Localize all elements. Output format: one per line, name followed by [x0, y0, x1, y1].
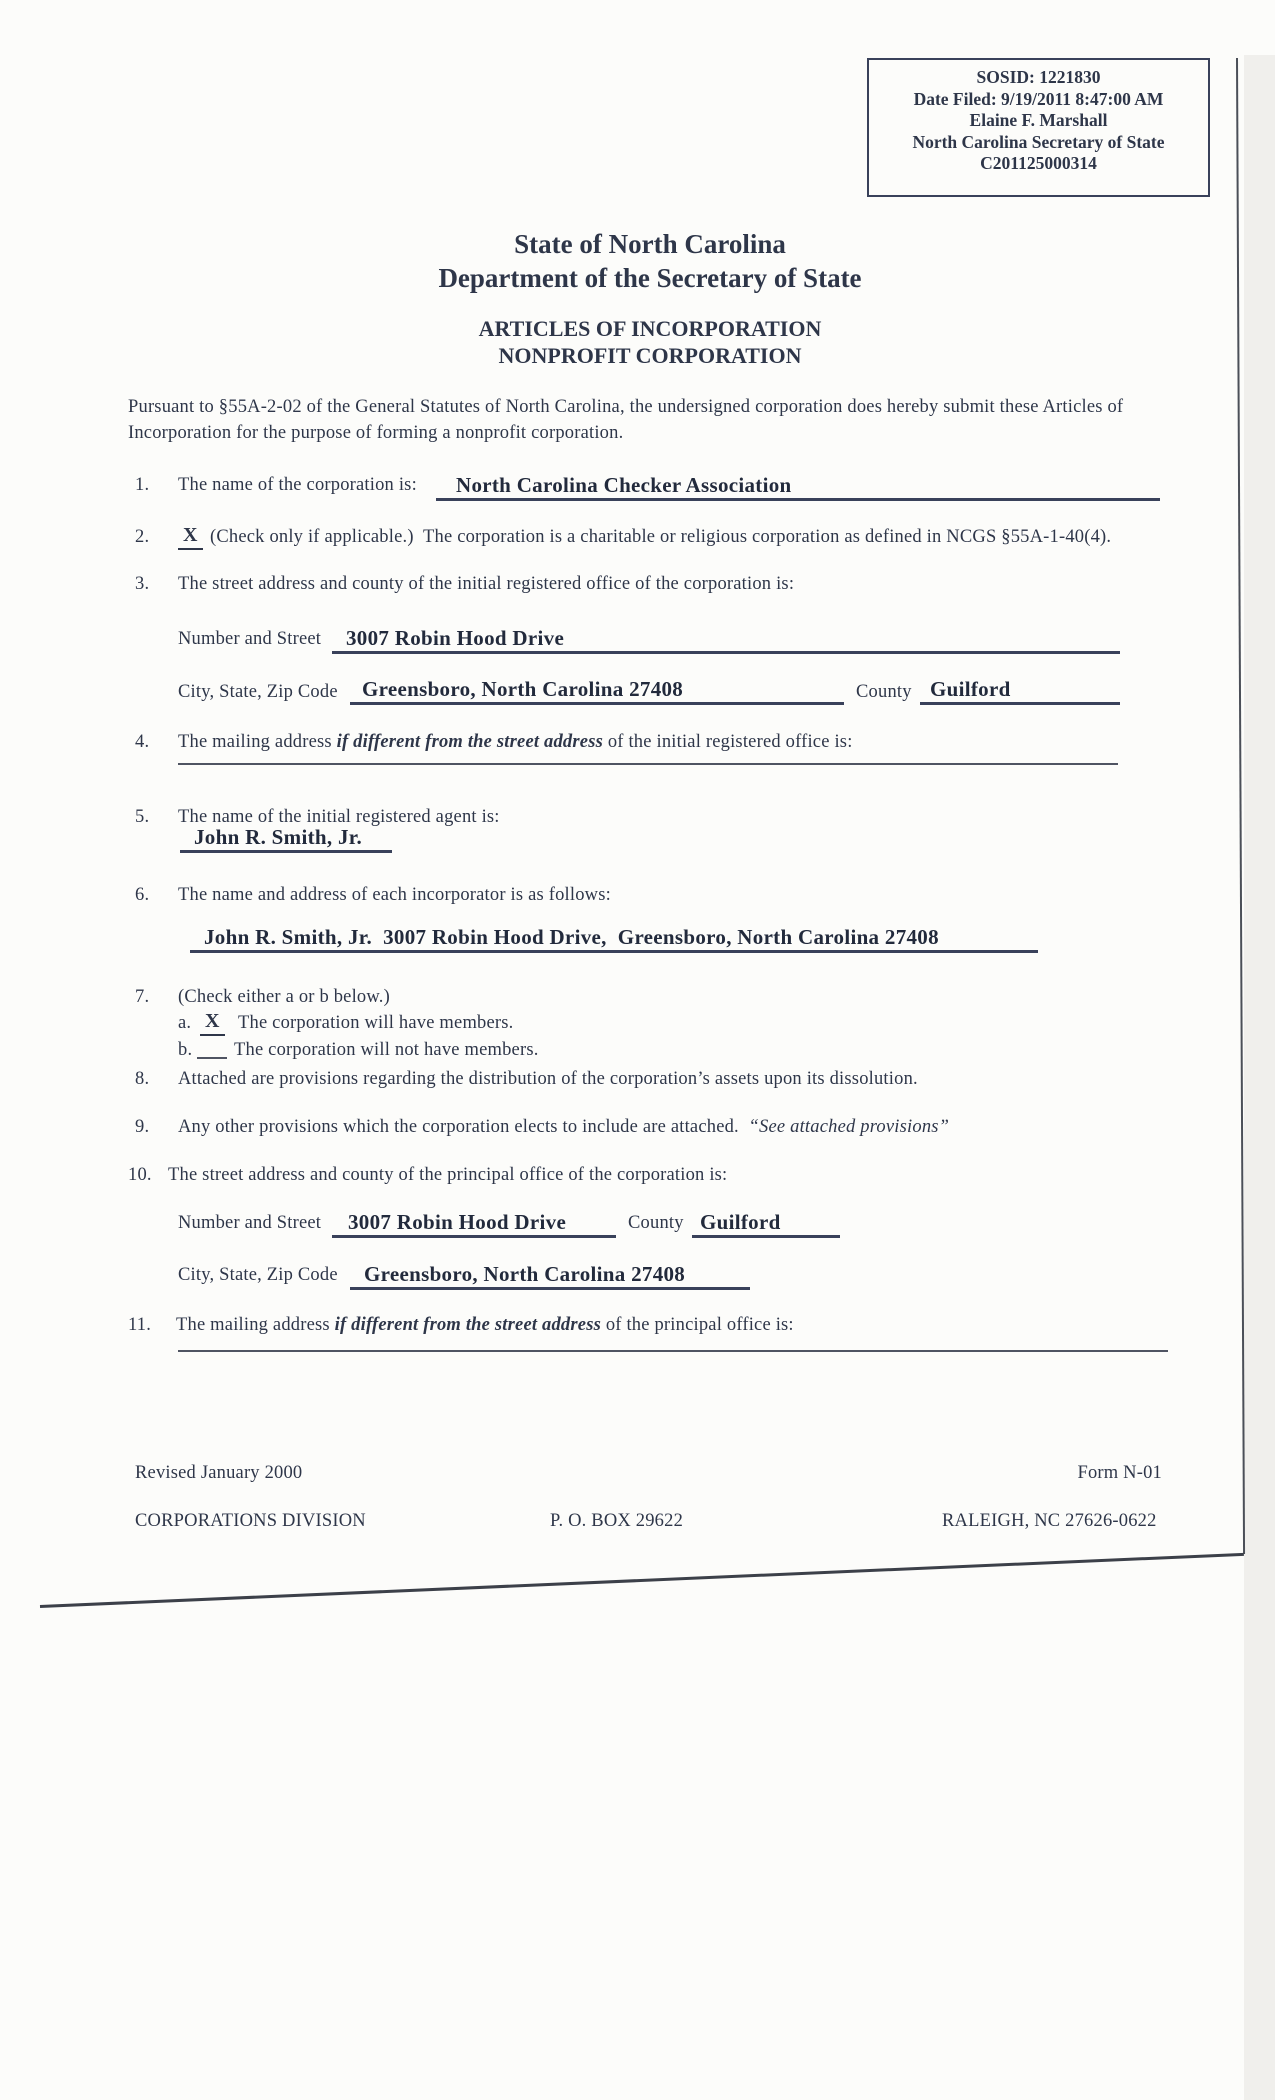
registered-city-value: Greensboro, North Carolina 27408 — [362, 676, 684, 701]
principal-city-value: Greensboro, North Carolina 27408 — [364, 1261, 686, 1286]
registered-agent-field — [180, 822, 392, 853]
item-4-text-emphasis: if different from the street address — [336, 732, 603, 752]
corporation-name-field — [436, 466, 1160, 501]
incorporator-value: John R. Smith, Jr. 3007 Robin Hood Drive, Greensboro, North Carolina 27408 — [204, 924, 939, 949]
stamp-date-filed: Date Filed: 9/19/2011 8:47:00 AM — [913, 88, 1164, 109]
stamp-secretary-name: Elaine F. Marshall — [969, 110, 1108, 130]
registered-city-field — [350, 670, 844, 705]
scan-edge-strip — [1244, 55, 1275, 2100]
registered-county-field — [920, 670, 1120, 705]
page-title-state: State of North Carolina — [514, 229, 786, 259]
item-3-label: The street address and county of the initial registered office of the corporation is: — [178, 574, 795, 594]
item-7-label: (Check either a or b below.) — [178, 987, 390, 1007]
principal-city-label: City, State, Zip Code — [178, 1265, 338, 1285]
item-1-label: The name of the corporation is: — [178, 475, 417, 495]
item-9-text-pre: Any other provisions which the corporation elects to include are attached. — [178, 1117, 749, 1137]
item-2-text: (Check only if applicable.) The corporation is a charitable or religious corporation as defined in NCGS §55A-1-40(4). — [210, 527, 1112, 547]
registered-street-value: 3007 Robin Hood Drive — [346, 625, 565, 650]
stamp-secretary-title: North Carolina Secretary of State — [912, 131, 1165, 152]
item-11-text-pre: The mailing address — [176, 1315, 335, 1335]
principal-street-label: Number and Street — [178, 1213, 322, 1233]
principal-county-value: Guilford — [700, 1209, 781, 1234]
item-11-text-post: of the principal office is: — [601, 1315, 794, 1335]
item-5-label: The name of the initial registered agent is: — [178, 807, 500, 827]
item-7a-checkmark: X — [200, 1008, 225, 1036]
principal-mailing-blank-line — [178, 1326, 1168, 1352]
item-7b-number: b. — [178, 1040, 193, 1060]
item-4-text-post: of the initial registered office is: — [603, 732, 853, 752]
item-8-text: Attached are provisions regarding the distribution of the corporation’s assets upon its dissolution. — [178, 1069, 918, 1089]
item-2-checkmark: X — [178, 522, 203, 550]
item-11-text-emphasis: if different from the street address — [334, 1315, 601, 1335]
stamp-sosid: SOSID: 1221830 — [976, 67, 1101, 87]
registered-street-field — [332, 619, 1120, 654]
incorporator-field — [190, 918, 1038, 953]
corporation-name-value: North Carolina Checker Association — [456, 472, 792, 497]
principal-city-field — [350, 1255, 750, 1290]
item-7a-number: a. — [178, 1013, 192, 1033]
item-8-number: 8. — [135, 1069, 150, 1089]
registered-agent-value: John R. Smith, Jr. — [194, 824, 362, 849]
page-title-department: Department of the Secretary of State — [438, 263, 862, 293]
mailing-address-blank-line — [178, 740, 1118, 765]
scan-bottom-edge-line — [40, 1553, 1244, 1608]
city-state-zip-label: City, State, Zip Code — [178, 682, 338, 702]
county-label: County — [856, 682, 912, 702]
item-7-number: 7. — [135, 987, 150, 1007]
item-1-number: 1. — [135, 475, 150, 495]
registered-county-value: Guilford — [930, 676, 1011, 701]
item-9-text — [178, 1114, 1168, 1140]
item-7b-blank — [197, 1037, 227, 1059]
item-7a-text: The corporation will have members. — [238, 1013, 514, 1033]
item-4-number: 4. — [135, 732, 150, 752]
footer-division: CORPORATIONS DIVISION — [135, 1511, 366, 1531]
item-9-attached-provisions-note: “See attached provisions” — [748, 1117, 950, 1137]
principal-county-field — [692, 1203, 840, 1238]
footer-po-box: P. O. BOX 29622 — [550, 1511, 684, 1531]
item-10-number: 10. — [128, 1165, 152, 1185]
item-3-number: 3. — [135, 574, 150, 594]
doc-title: ARTICLES OF INCORPORATION — [478, 316, 822, 341]
item-7b-text: The corporation will not have members. — [234, 1040, 539, 1060]
item-2-number: 2. — [135, 527, 150, 547]
doc-subtitle: NONPROFIT CORPORATION — [498, 343, 802, 368]
item-11-number: 11. — [128, 1315, 152, 1335]
principal-street-field — [332, 1203, 616, 1238]
item-4-text-pre: The mailing address — [178, 732, 337, 752]
filing-stamp-box — [867, 58, 1210, 197]
stamp-document-id: C201125000314 — [980, 153, 1097, 173]
footer-city-zip: RALEIGH, NC 27626-0622 — [942, 1511, 1157, 1531]
item-9-number: 9. — [135, 1117, 150, 1137]
footer-revised-date: Revised January 2000 — [135, 1463, 303, 1483]
item-6-label: The name and address of each incorporator is as follows: — [178, 885, 611, 905]
principal-street-value: 3007 Robin Hood Drive — [348, 1209, 567, 1234]
item-5-number: 5. — [135, 807, 150, 827]
intro-paragraph: Pursuant to §55A-2-02 of the General Statutes of North Carolina, the undersigned corporation does hereby submit these Articles of Incorporation for the purpose of forming a nonprofit corporation. — [128, 397, 1129, 443]
street-label: Number and Street — [178, 629, 322, 649]
item-6-number: 6. — [135, 885, 150, 905]
footer-form-number: Form N-01 — [1077, 1463, 1162, 1483]
principal-county-label: County — [628, 1213, 684, 1233]
item-10-label: The street address and county of the principal office of the corporation is: — [168, 1165, 728, 1185]
